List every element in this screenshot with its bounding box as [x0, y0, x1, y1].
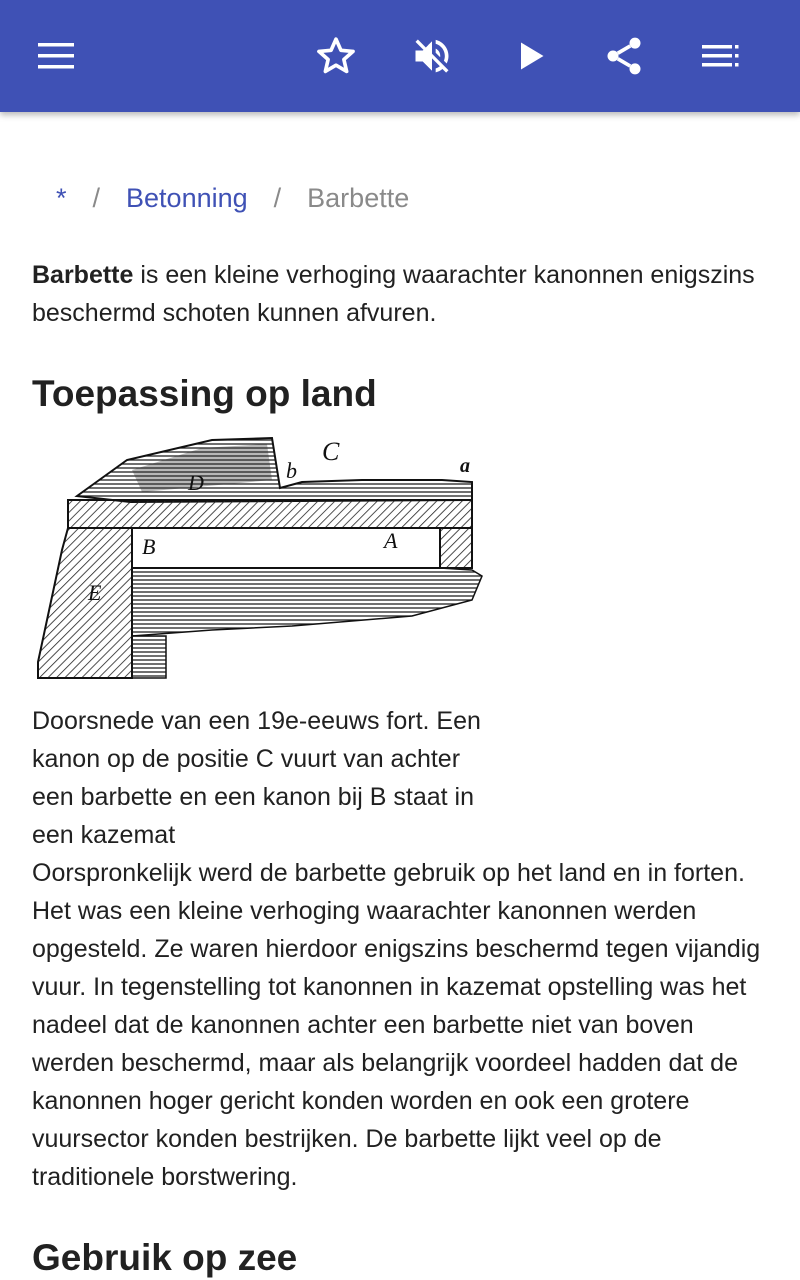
volume-off-icon[interactable] — [404, 28, 460, 84]
section-heading-land: Toepassing op land — [32, 373, 377, 414]
figure-label-b: B — [142, 534, 156, 559]
figure-label-b-lower: b — [286, 458, 297, 483]
intro-text: is een kleine verhoging waarachter kanonnen enigszins beschermd schoten kunnen afvuren. — [32, 261, 755, 327]
figure-label-a: A — [384, 528, 398, 553]
menu-icon[interactable] — [28, 28, 84, 84]
play-icon[interactable] — [502, 28, 558, 84]
fort-cross-section-figure[interactable] — [32, 430, 492, 690]
figure-caption: Doorsnede van een 19e-eeuws fort. Een kanon op de positie C vuurt van achter een barbette en een kanon bij B staat in een kazemat — [32, 707, 481, 849]
playlist-icon[interactable] — [692, 28, 748, 84]
intro-term: Barbette — [32, 261, 134, 289]
section-land-body: Oorspronkelijk werd de barbette gebruik op het land en in forten. Het was een kleine verhoging waarachter kanonnen werden opgesteld. Ze waren hierdoor enigszins beschermd tegen vijandig vuur. In tegenstelling tot kanonnen in kazemat opstelling was het nadeel dat de kanonnen achter een barbette niet van boven werden beschermd, maar als belangrijk voordeel hadden dat de kanonnen hoger gericht konden worden en ook een grotere vuursector konden bestrijken. De barbette lijkt veel op de traditionele borstwering. — [32, 859, 761, 1191]
article-content — [0, 112, 800, 1280]
figure-label-a-lower: a — [460, 455, 470, 477]
breadcrumb-separator: / — [92, 183, 101, 213]
breadcrumb-parent-link[interactable]: Betonning — [126, 183, 248, 213]
breadcrumb-current: Barbette — [307, 183, 410, 213]
breadcrumb-home-link[interactable]: * — [56, 183, 67, 213]
star-outline-icon[interactable] — [308, 28, 364, 84]
figure-label-d: D — [188, 470, 204, 495]
breadcrumb — [56, 180, 409, 216]
figure-label-c: C — [322, 437, 340, 466]
app-bar — [0, 0, 800, 112]
intro-paragraph — [32, 256, 772, 332]
section-heading-sea: Gebruik op zee — [32, 1237, 298, 1278]
share-icon[interactable] — [596, 28, 652, 84]
breadcrumb-separator: / — [273, 183, 282, 213]
figure-label-e: E — [88, 580, 102, 605]
